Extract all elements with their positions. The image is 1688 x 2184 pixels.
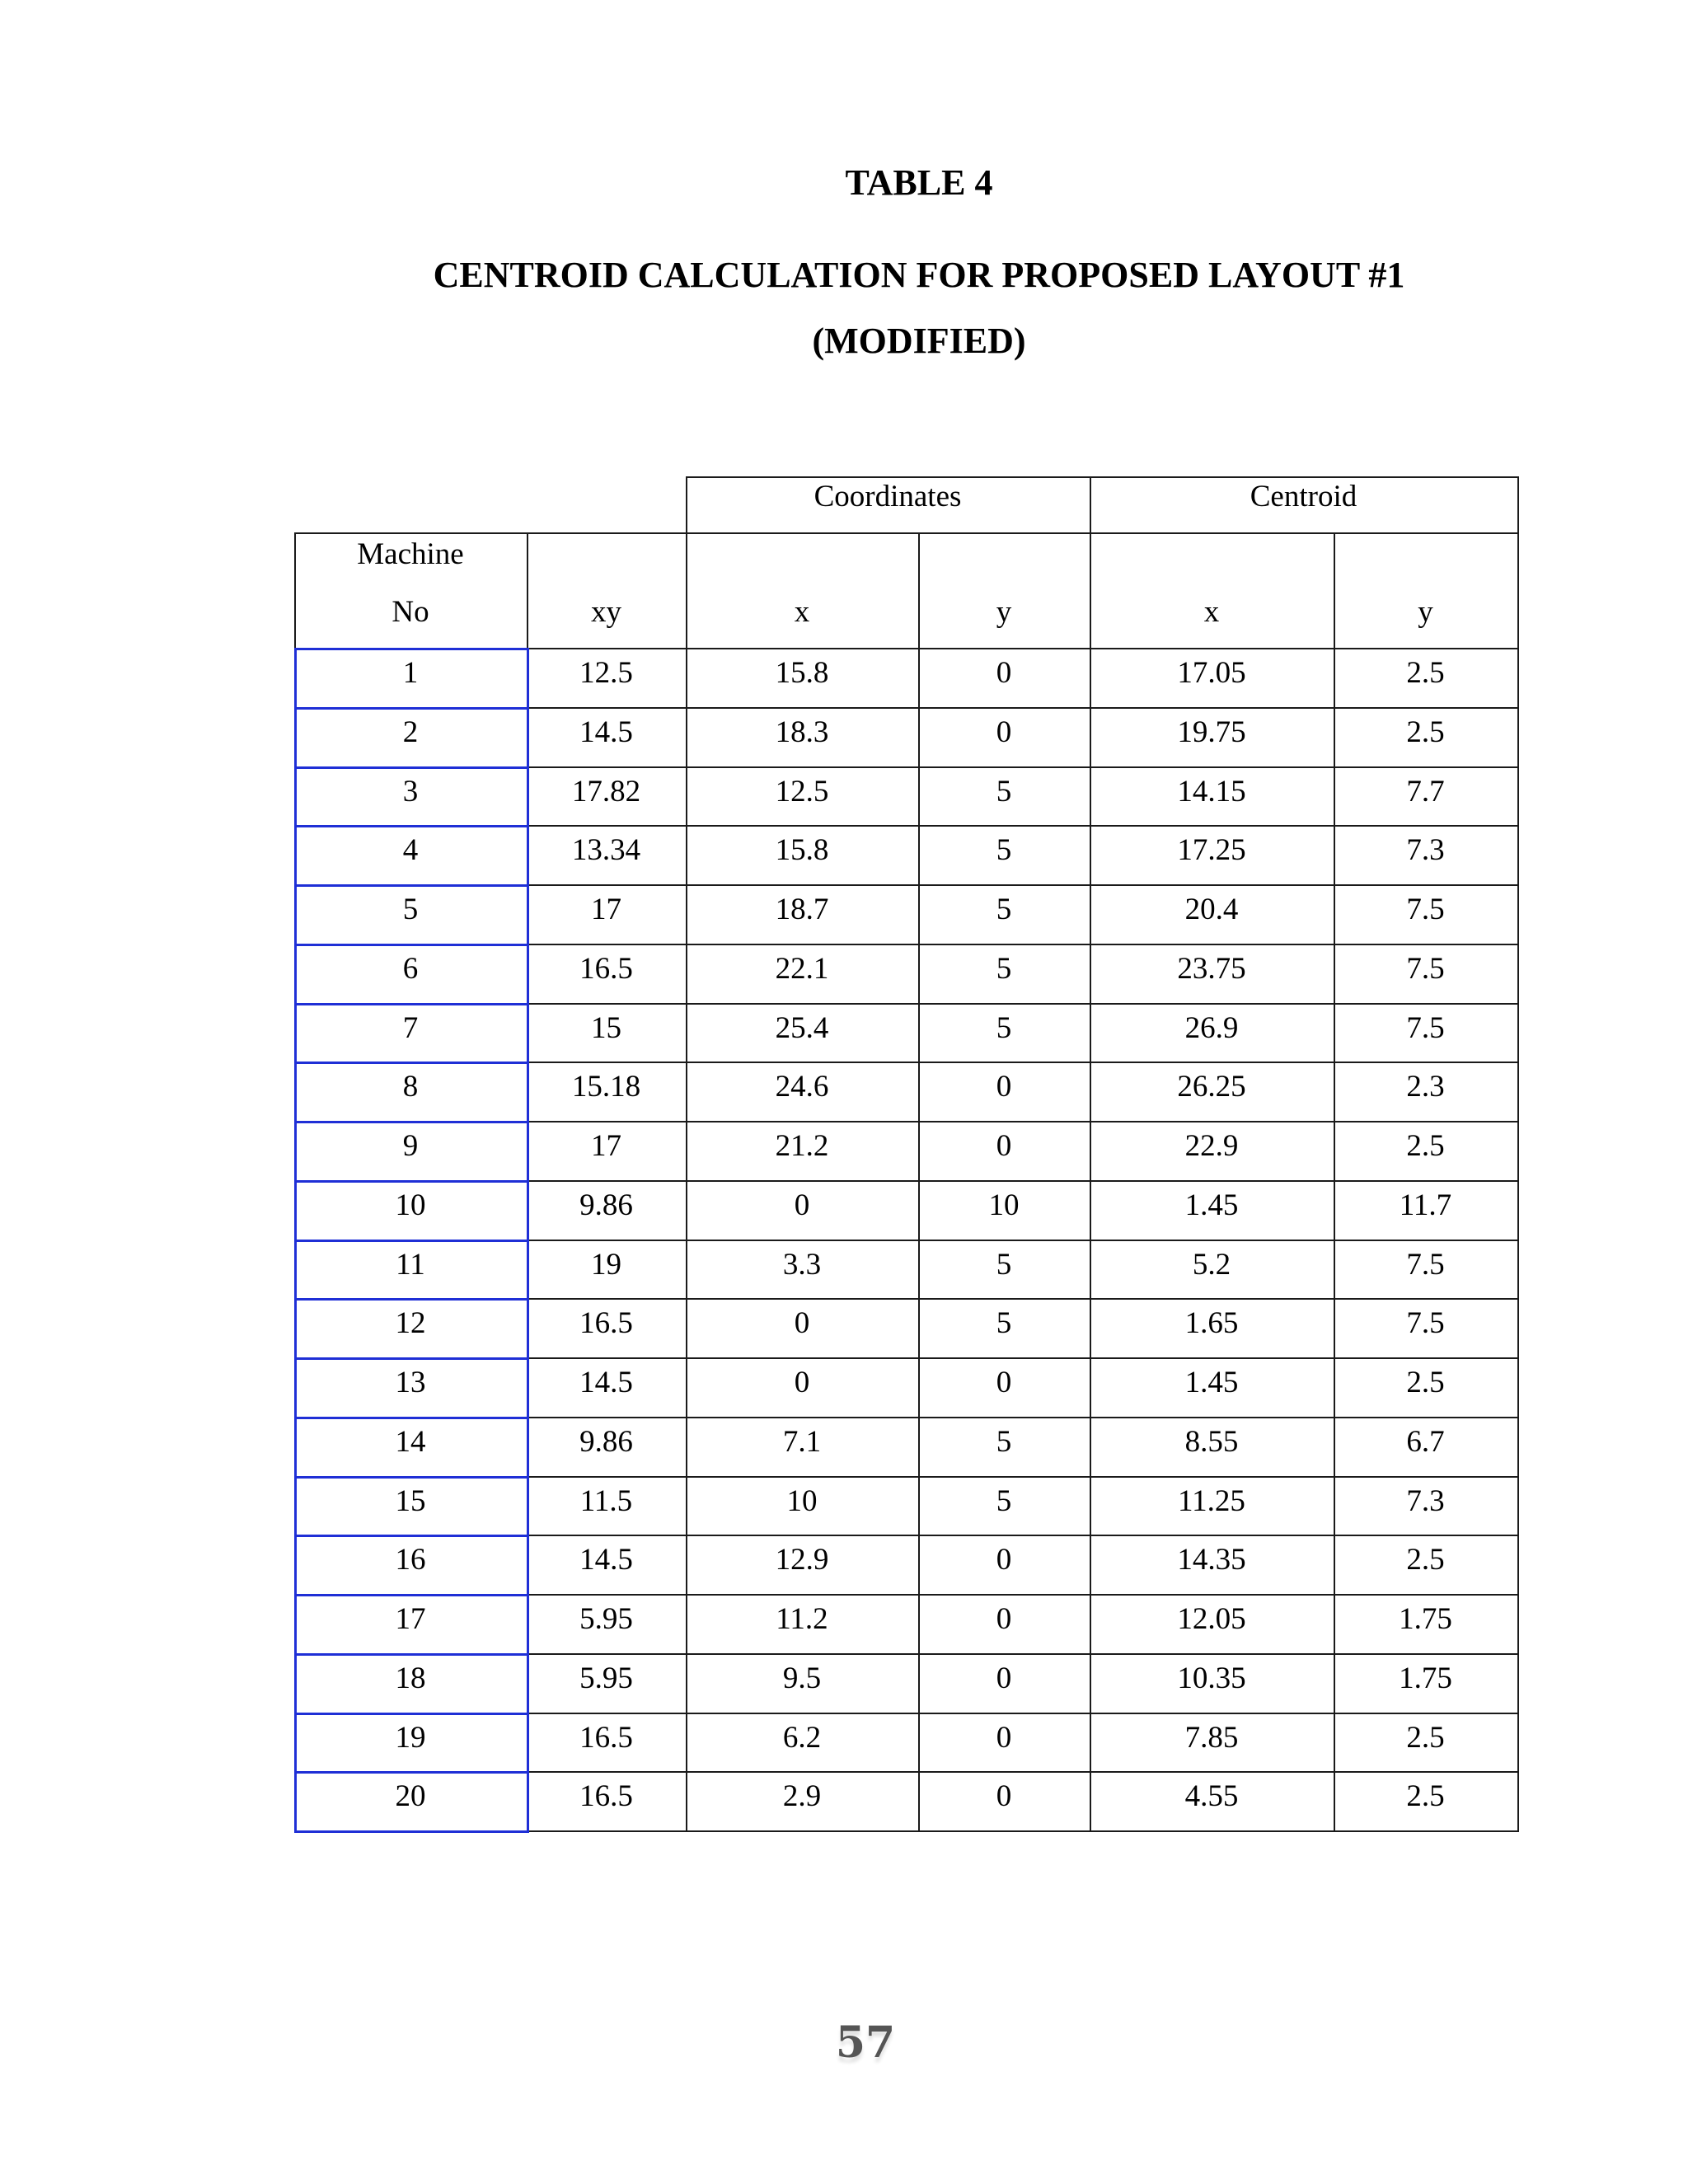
table-title: CENTROID CALCULATION FOR PROPOSED LAYOUT #1	[433, 255, 1405, 295]
coordinate-x-cell: 15.8	[775, 656, 829, 690]
coordinate-y-cell: 0	[996, 1129, 1012, 1163]
machine-cell-highlight-top	[294, 1713, 528, 1715]
machine-cell-highlight-top	[294, 1180, 528, 1183]
page-number: 57	[835, 2018, 896, 2068]
centroid-y-cell: 2.5	[1406, 715, 1445, 749]
centroid-y-cell: 7.5	[1406, 1306, 1445, 1341]
coordinate-y-cell: 5	[996, 1483, 1012, 1518]
centroid-y-cell: 2.5	[1406, 1129, 1445, 1163]
coordinate-y-cell: 5	[996, 1306, 1012, 1341]
centroid-x-cell: 23.75	[1177, 951, 1246, 986]
coordinates-group-header: Coordinates	[814, 480, 962, 513]
xy-header: xy	[591, 595, 621, 629]
centroid-y-cell: 7.5	[1406, 893, 1445, 926]
machine-no-cell[interactable]: 19	[395, 1720, 426, 1755]
machine-no-cell[interactable]: 5	[402, 893, 419, 926]
machine-cell-highlight-top	[294, 1357, 528, 1360]
coordinate-x-cell: 22.1	[775, 951, 829, 986]
machine-no-cell[interactable]: 14	[395, 1424, 426, 1459]
coordinate-y-cell: 0	[996, 1543, 1012, 1577]
xy-cell: 17	[591, 893, 621, 926]
xy-cell: 16.5	[579, 1306, 633, 1341]
centroid-y-cell: 6.7	[1406, 1424, 1445, 1459]
machine-cell-highlight-bottom	[294, 1830, 528, 1833]
coordinate-x-cell: 18.7	[775, 893, 829, 926]
machine-no-cell[interactable]: 17	[395, 1602, 426, 1636]
xy-cell: 11.5	[579, 1483, 633, 1518]
coordinate-y-cell: 0	[996, 1366, 1012, 1399]
machine-cell-highlight-top	[294, 1476, 528, 1479]
coordinate-x-cell: 11.2	[776, 1602, 828, 1636]
machine-no-cell[interactable]: 18	[395, 1661, 426, 1695]
header-top-border	[294, 532, 1519, 534]
xy-cell: 17	[591, 1129, 621, 1163]
xy-cell: 12.5	[579, 656, 633, 690]
centroid-x-cell: 11.25	[1178, 1483, 1245, 1518]
centroid-x-cell: 26.9	[1184, 1010, 1239, 1045]
coordinate-y-cell: 5	[996, 1424, 1012, 1459]
coordinate-x-cell: 0	[794, 1188, 810, 1222]
machine-no-cell[interactable]: 9	[402, 1129, 419, 1163]
centroid-x-cell: 8.55	[1184, 1424, 1239, 1459]
machine-no-cell[interactable]: 20	[395, 1779, 426, 1814]
machine-no-header-line1: Machine	[357, 537, 464, 571]
xy-cell: 16.5	[579, 951, 633, 986]
coordinate-x-cell: 18.3	[775, 715, 829, 749]
coordinate-x-cell: 10	[786, 1483, 818, 1518]
machine-no-cell[interactable]: 11	[396, 1247, 425, 1282]
xy-cell: 15	[591, 1010, 621, 1045]
machine-cell-highlight-top	[294, 944, 528, 946]
coordinate-y-cell: 5	[996, 833, 1012, 868]
machine-cell-highlight-top	[294, 884, 528, 887]
machine-no-cell[interactable]: 3	[402, 774, 419, 808]
centroid-y-cell: 7.5	[1406, 951, 1445, 986]
machine-cell-highlight-top	[294, 1771, 528, 1774]
coordinate-y-cell: 5	[996, 951, 1012, 986]
centroid-x-cell: 1.45	[1184, 1366, 1239, 1399]
coordinate-y-cell: 0	[996, 1779, 1012, 1814]
xy-cell: 17.82	[571, 774, 641, 808]
coordinate-y-cell: 5	[996, 1010, 1012, 1045]
centroid-x-cell: 1.45	[1184, 1188, 1239, 1222]
machine-cell-highlight-top	[294, 1240, 528, 1242]
coordinate-x-cell: 15.8	[775, 833, 829, 868]
machine-cell-highlight-top	[294, 1653, 528, 1656]
machine-cell-highlight-top	[294, 766, 528, 769]
coordinate-x-header: x	[794, 595, 810, 629]
coordinate-x-cell: 2.9	[782, 1779, 822, 1814]
machine-no-header-line2: No	[392, 595, 429, 629]
centroid-y-cell: 2.5	[1406, 1543, 1445, 1577]
xy-cell: 5.95	[579, 1602, 633, 1636]
centroid-y-cell: 2.3	[1406, 1070, 1445, 1104]
coordinate-x-cell: 0	[794, 1306, 810, 1341]
centroid-y-cell: 1.75	[1399, 1602, 1452, 1636]
coordinate-x-cell: 25.4	[775, 1010, 829, 1045]
xy-cell: 14.5	[579, 1366, 633, 1399]
machine-cell-highlight-top	[294, 825, 528, 827]
coordinate-y-cell: 0	[996, 1070, 1012, 1104]
xy-cell: 16.5	[579, 1720, 633, 1755]
coordinate-y-cell: 5	[996, 1247, 1012, 1282]
xy-cell: 14.5	[579, 715, 633, 749]
machine-no-cell[interactable]: 8	[402, 1070, 419, 1104]
machine-cell-highlight-top	[294, 1298, 528, 1301]
machine-no-cell[interactable]: 6	[402, 951, 419, 986]
coordinate-y-cell: 10	[988, 1188, 1020, 1222]
centroid-y-cell: 7.3	[1406, 833, 1445, 868]
centroid-group-header: Centroid	[1250, 480, 1357, 513]
coordinate-y-header: y	[996, 595, 1012, 629]
centroid-y-cell: 7.5	[1406, 1247, 1445, 1282]
machine-no-cell[interactable]: 7	[402, 1010, 419, 1045]
xy-cell: 16.5	[579, 1779, 633, 1814]
xy-cell: 9.86	[579, 1424, 633, 1459]
centroid-y-cell: 2.5	[1406, 1366, 1445, 1399]
coordinate-x-cell: 9.5	[782, 1661, 822, 1695]
machine-no-cell[interactable]: 1	[402, 656, 419, 690]
centroid-x-cell: 26.25	[1177, 1070, 1246, 1104]
centroid-x-cell: 17.25	[1177, 833, 1246, 868]
machine-cell-highlight-top	[294, 1062, 528, 1064]
coordinate-y-cell: 5	[996, 893, 1012, 926]
machine-cell-highlight-top	[294, 1535, 528, 1537]
machine-cell-highlight-top	[294, 648, 528, 650]
machine-cell-highlight-top	[294, 1594, 528, 1596]
coordinate-x-cell: 12.5	[775, 774, 829, 808]
xy-cell: 15.18	[571, 1070, 641, 1104]
machine-no-cell[interactable]: 15	[395, 1483, 426, 1518]
coordinate-y-cell: 0	[996, 656, 1012, 690]
coordinate-y-cell: 0	[996, 1720, 1012, 1755]
centroid-y-cell: 2.5	[1406, 1720, 1445, 1755]
centroid-x-cell: 14.15	[1177, 774, 1246, 808]
centroid-y-cell: 1.75	[1399, 1661, 1452, 1695]
centroid-y-cell: 7.5	[1406, 1010, 1445, 1045]
coordinate-y-cell: 0	[996, 1602, 1012, 1636]
coordinate-y-cell: 5	[996, 774, 1012, 808]
centroid-x-cell: 17.05	[1177, 656, 1246, 690]
centroid-x-cell: 4.55	[1184, 1779, 1239, 1814]
column-border	[1517, 532, 1519, 1832]
xy-cell: 5.95	[579, 1661, 633, 1695]
coordinate-x-cell: 21.2	[775, 1129, 829, 1163]
centroid-x-cell: 10.35	[1177, 1661, 1246, 1695]
group-header-top-border	[686, 476, 1519, 478]
centroid-y-cell: 2.5	[1406, 656, 1445, 690]
coordinate-y-cell: 0	[996, 715, 1012, 749]
centroid-x-cell: 19.75	[1177, 715, 1246, 749]
centroid-x-header: x	[1203, 595, 1220, 629]
coordinate-x-cell: 6.2	[782, 1720, 822, 1755]
xy-cell: 14.5	[579, 1543, 633, 1577]
centroid-x-cell: 7.85	[1184, 1720, 1239, 1755]
machine-cell-highlight-top	[294, 1121, 528, 1123]
centroid-x-cell: 14.35	[1177, 1543, 1246, 1577]
machine-no-cell[interactable]: 16	[395, 1543, 426, 1577]
table-number: TABLE 4	[845, 162, 993, 203]
centroid-x-cell: 12.05	[1177, 1602, 1246, 1636]
centroid-y-cell: 7.7	[1406, 774, 1445, 808]
table-subtitle: (MODIFIED)	[812, 321, 1026, 361]
machine-no-cell[interactable]: 13	[395, 1366, 426, 1399]
centroid-x-cell: 20.4	[1184, 893, 1239, 926]
machine-no-cell[interactable]: 4	[402, 833, 419, 868]
machine-cell-highlight-top	[294, 1417, 528, 1419]
machine-cell-highlight-top	[294, 707, 528, 710]
centroid-x-cell: 1.65	[1184, 1306, 1239, 1341]
coordinate-x-cell: 12.9	[775, 1543, 829, 1577]
machine-cell-highlight-top	[294, 1003, 528, 1005]
machine-no-cell[interactable]: 12	[395, 1306, 426, 1341]
machine-no-cell[interactable]: 10	[395, 1188, 426, 1222]
xy-cell: 13.34	[571, 833, 641, 868]
group-header-right-border	[1517, 476, 1519, 532]
coordinate-x-cell: 24.6	[775, 1070, 829, 1104]
machine-no-cell[interactable]: 2	[402, 715, 419, 749]
coordinate-y-cell: 0	[996, 1661, 1012, 1695]
xy-cell: 9.86	[579, 1188, 633, 1222]
centroid-y-header: y	[1418, 595, 1433, 629]
centroid-x-cell: 22.9	[1184, 1129, 1239, 1163]
centroid-y-cell: 2.5	[1406, 1779, 1445, 1814]
centroid-x-cell: 5.2	[1192, 1247, 1231, 1282]
coordinate-x-cell: 0	[794, 1366, 810, 1399]
centroid-y-cell: 11.7	[1399, 1188, 1452, 1222]
coordinate-x-cell: 3.3	[782, 1247, 822, 1282]
centroid-y-cell: 7.3	[1406, 1483, 1445, 1518]
xy-cell: 19	[591, 1247, 621, 1282]
coordinate-x-cell: 7.1	[782, 1424, 822, 1459]
